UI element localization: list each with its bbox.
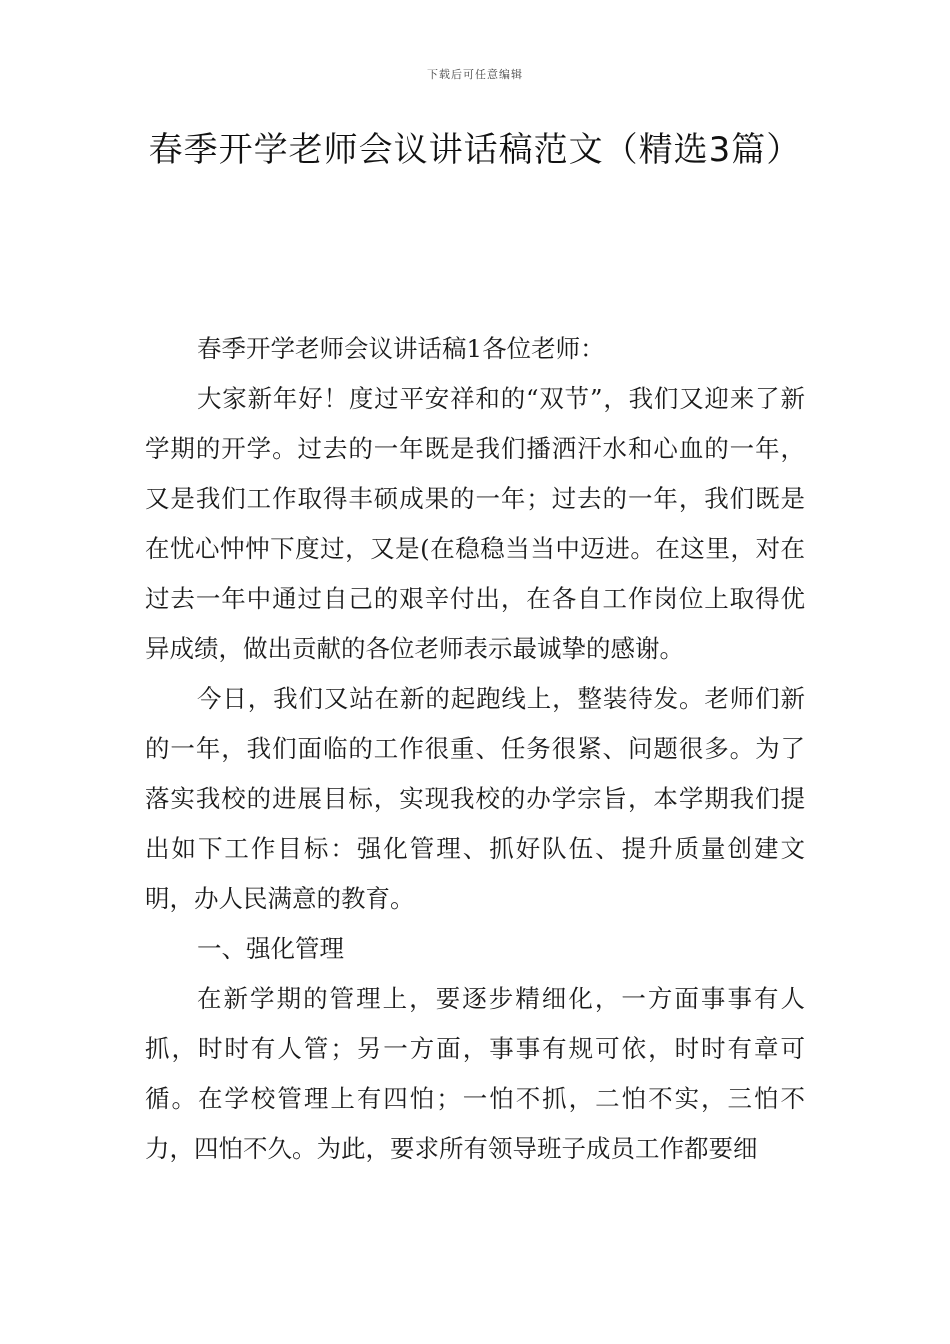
document-title: 春季开学老师会议讲话稿范文（精选3篇） bbox=[148, 130, 802, 170]
paragraph: 今日，我们又站在新的起跑线上，整装待发。老师们新的一年，我们面临的工作很重、任务很紧、问题很多。为了落实我校的进展目标，实现我校的办学宗旨，本学期我们提出如下工作目标：强化管理、抓好队伍、提升质量创建文明，办人民满意的教育。 bbox=[145, 684, 805, 913]
paragraph: 春季开学老师会议讲话稿1各位老师： bbox=[197, 334, 605, 363]
document-body bbox=[145, 324, 805, 1174]
paragraph: 大家新年好！度过平安祥和的“双节”，我们又迎来了新学期的开学。过去的一年既是我们播洒汗水和心血的一年，又是我们工作取得丰硕成果的一年；过去的一年，我们既是在忧心忡忡下度过，又是(在稳稳当当中迈进。在这里，对在过去一年中通过自己的艰辛付出，在各自工作岗位上取得优异成绩，做出贡献的各位老师表示最诚挚的感谢。 bbox=[145, 384, 805, 663]
header-note: 下载后可任意编辑 bbox=[427, 68, 523, 81]
paragraph: 在新学期的管理上，要逐步精细化，一方面事事有人抓，时时有人管；另一方面，事事有规可依，时时有章可循。在学校管理上有四怕；一怕不抓，二怕不实，三怕不力，四怕不久。为此，要求所有领导班子成员工作都要细 bbox=[145, 984, 805, 1163]
section-heading: 一、强化管理 bbox=[197, 934, 344, 963]
